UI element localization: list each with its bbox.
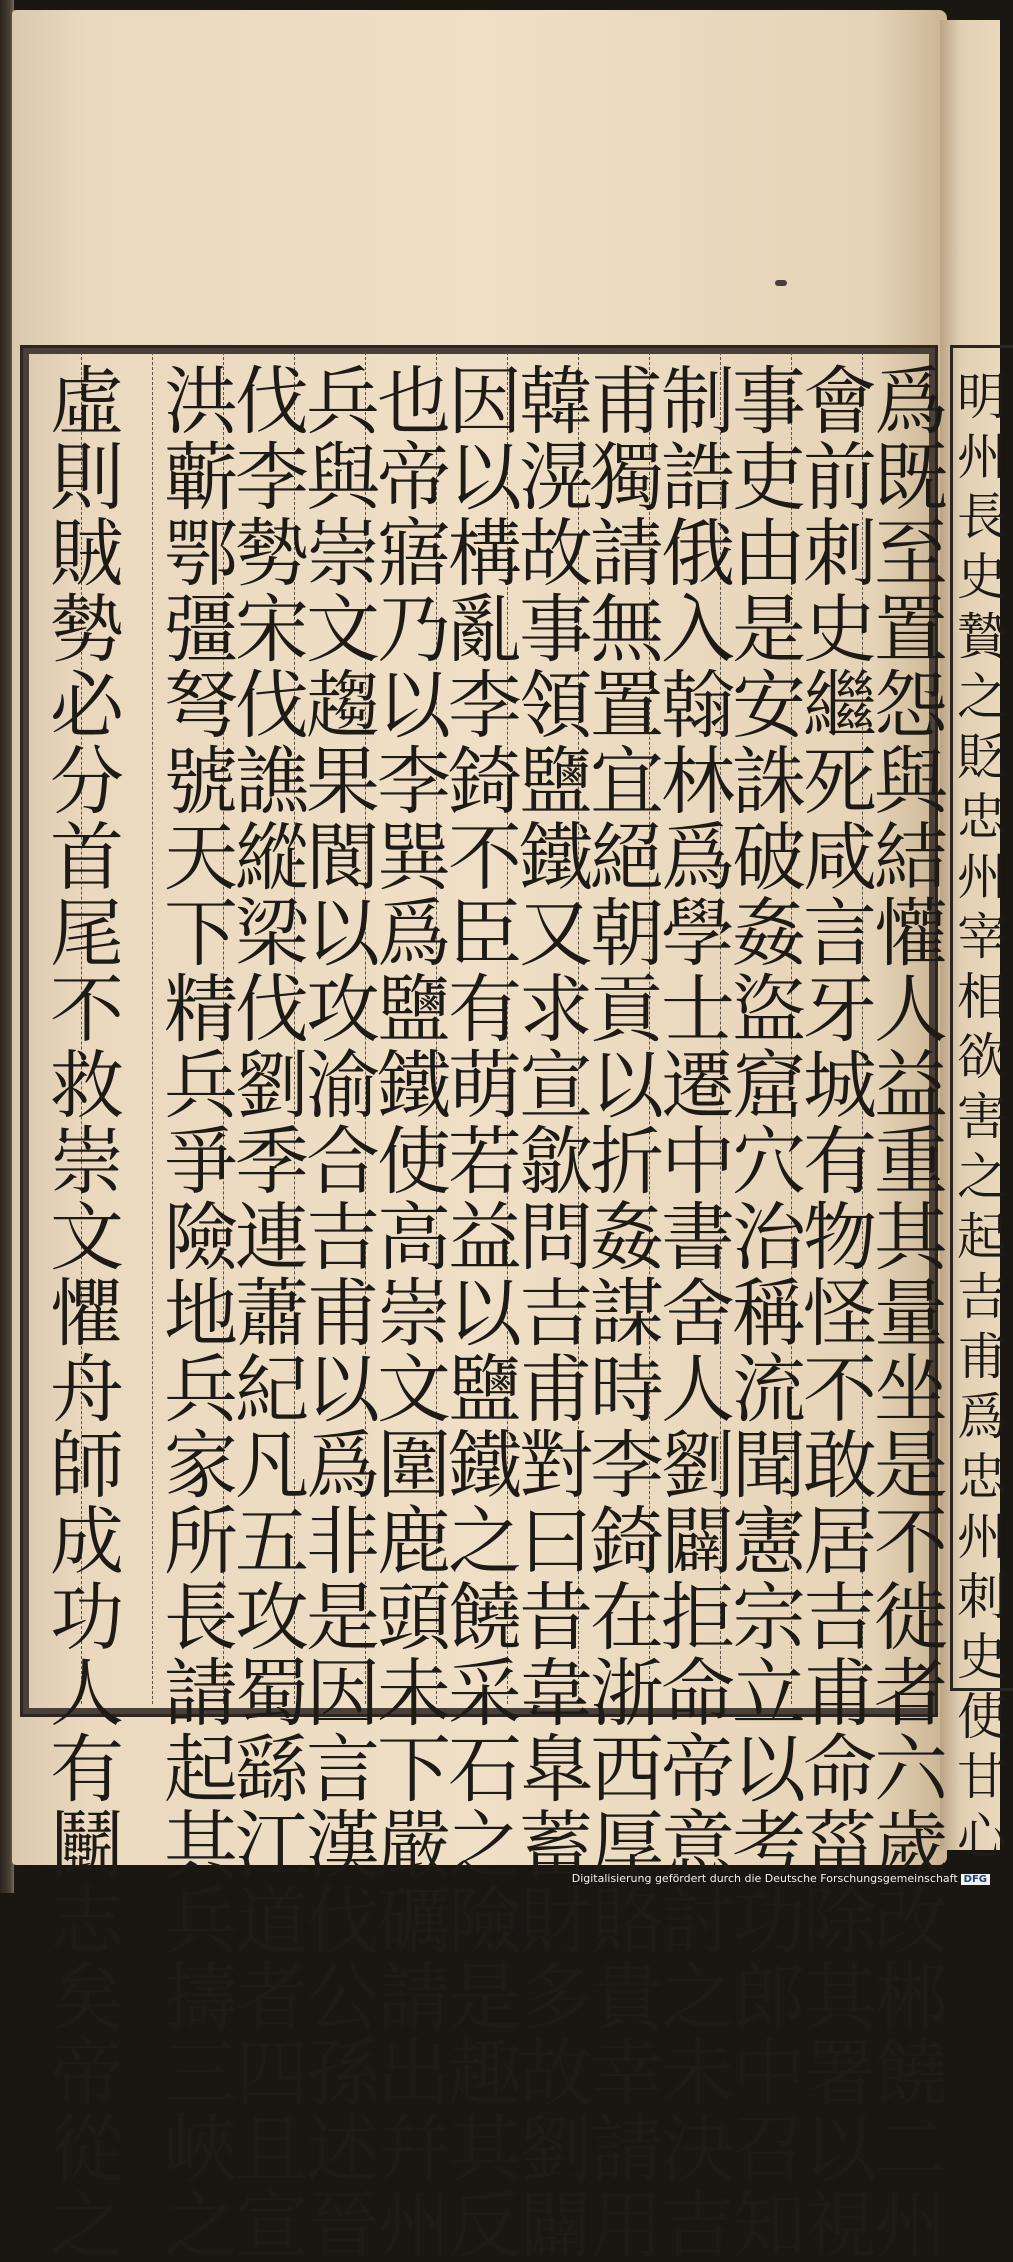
text-column: 事吏由是安誅破姦盜窟穴治稱流聞憲宗立以考功郎中召知 xyxy=(720,362,806,2262)
text-column: 洪蘄鄂彊弩號天下精兵爭險地兵家所長請起其兵擣三峽之 xyxy=(152,362,238,2262)
text-column: 伐李勢宋伐譙縱梁伐劉季連蕭紀凡五攻蜀繇江道者四且宣 xyxy=(223,362,309,2262)
adjacent-page-column: 明州長史贄之貶忠州宰相欲害之起吉甫爲忠州刺史使甘心 xyxy=(949,370,1007,1870)
text-column: 也帝寤乃以李巽爲鹽鐵使高崇文圍鹿頭未下嚴礪請出幷州 xyxy=(365,362,451,2262)
text-column: 制誥俄入翰林爲學士遷中書舍人劉闢拒命帝意討之未決吉 xyxy=(649,362,735,2262)
text-column: 會前刺史繼死咸言牙城有物怪不敢居吉甫命菑除其署以視 xyxy=(791,362,877,2262)
text-column: 因以構亂李錡不臣有萌若益以鹽鐵之饒采石之險是趣其反 xyxy=(436,362,522,2262)
ink-speck xyxy=(775,280,787,286)
digitization-credit xyxy=(520,1872,990,1890)
text-column: 虛則賊勢必分首尾不救崇文懼舟師成功人有鬭志矣帝從之 xyxy=(38,362,124,2262)
dfg-logo: DFG xyxy=(961,1874,990,1885)
text-column: 兵與崇文趨果閬以攻渝合吉甫以爲非是因言漢伐公孫述晉 xyxy=(294,362,380,2262)
text-column: 爲既至置怨與結懽人益重其量坐是不徙者六歲改郴饒二州 xyxy=(862,362,948,2262)
text-column: 甫獨請無置宜絕朝貢以折姦謀時李錡在浙西厚賂貴幸請用 xyxy=(578,362,664,2262)
text-column: 韓滉故事領鹽鐵又求宣歙問吉甫對曰昔韋臯蓄財多故劉闢 xyxy=(507,362,593,2262)
credit-text: Digitalisierung gefördert durch die Deutsche Forschungsgemeinschaft xyxy=(571,1872,958,1885)
